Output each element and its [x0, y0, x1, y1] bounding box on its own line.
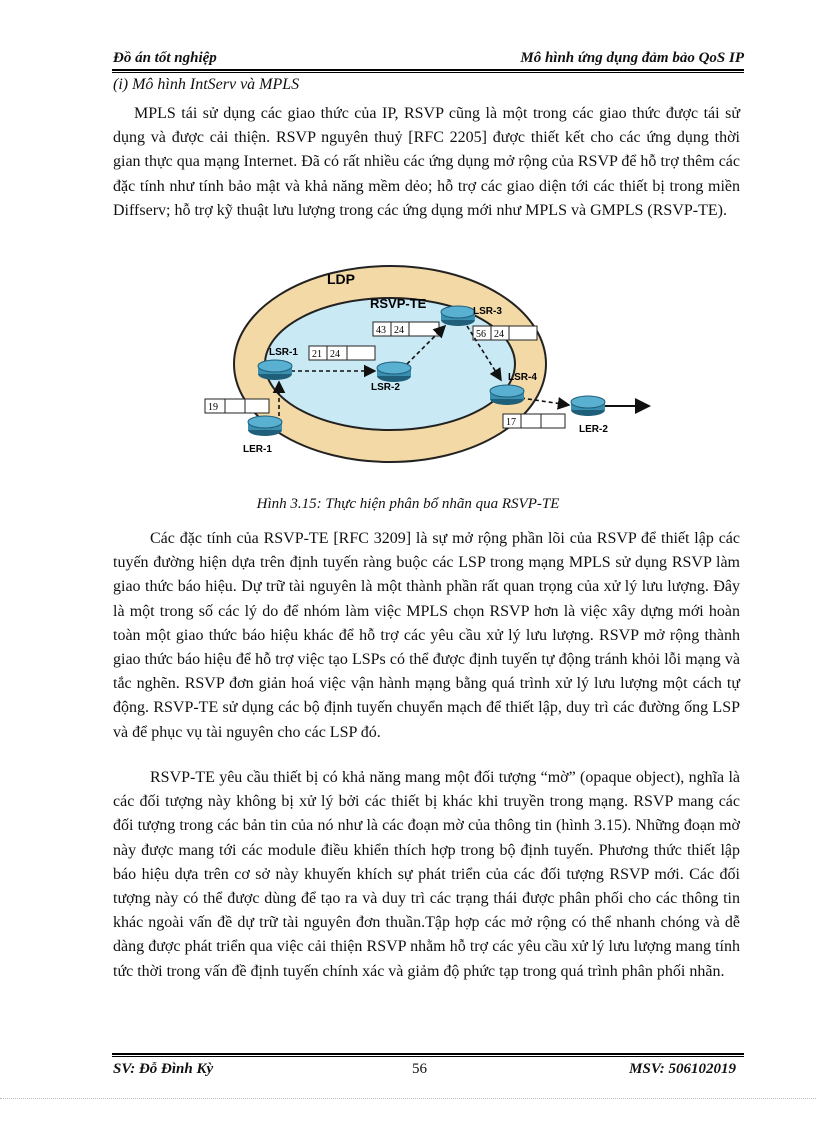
header-rule-thin	[112, 72, 744, 73]
figure-caption: Hình 3.15: Thực hiện phân bổ nhãn qua RSVP-TE	[256, 496, 560, 512]
ldp-label: LDP	[327, 271, 355, 287]
label-box-17	[503, 414, 565, 428]
router-lsr4-label: LSR-4	[508, 372, 537, 383]
svg-text:24: 24	[494, 329, 504, 340]
rsvp-te-label: RSVP-TE	[370, 296, 427, 311]
svg-text:24: 24	[394, 325, 404, 336]
page-number: 56	[412, 1061, 427, 1077]
footer-rule	[112, 1053, 744, 1055]
router-ler1-label: LER-1	[243, 444, 272, 455]
svg-text:24: 24	[330, 349, 340, 360]
label-box-21-24	[309, 346, 375, 360]
svg-text:21: 21	[312, 349, 322, 360]
header-right: Mô hình ứng dụng đảm bảo QoS IP	[520, 50, 744, 66]
page-bottom-border	[0, 1098, 816, 1100]
router-lsr3-label: LSR-3	[473, 306, 502, 317]
svg-text:43: 43	[376, 325, 386, 336]
paragraph-2: Các đặc tính của RSVP-TE [RFC 3209] là sự mở rộng phần lõi của RSVP để thiết lập các tuyến đường hiện dựa trên định tuyến ràng buộc các LSP trong mạng MPLS sử dụng RSVP làm giao thức báo hiệu. Dự trữ tài nguyên là một thành phần rất quan trọng của xử lý lưu lượng. Đây là một trong số các lý do để nhóm làm việc MPLS chọn RSVP hơn là việc xây dựng mới hoàn toàn một giao thức báo hiệu khác để hỗ trợ các yêu cầu xử lý lưu lượng. RSVP mở rộng thành giao thức báo hiệu để hỗ trợ việc tạo LSPs có thể được định tuyến tự động tránh khỏi lỗi mạng và tắc nghẽn. RSVP đơn giản hoá việc vận hành mạng bằng quá trình xử lý lưu lượng một cách tự động. RSVP-TE sử dụng các bộ định tuyến chuyển mạch để thiết lập, duy trì các đường ống LSP và để phục vụ tài nguyên cho các LSP đó.	[113, 530, 740, 741]
footer-student-id: MSV: 506102019	[629, 1061, 736, 1077]
paragraph-3: RSVP-TE yêu cầu thiết bị có khả năng mang một đối tượng “mờ” (opaque object), nghĩa là các đối tượng này không bị xử lý bởi các thiết bị khác khi truyền trong mạng. RSVP mang các đối tượng trong các bản tin của nó như là các đoạn mờ của thông tin (hình 3.15). Những đoạn mờ này được mang tới các module điều khiển thích hợp trong bộ định tuyến. Phương thức thiết lập báo hiệu dựa trên cơ sở này khuyến khích sự phát triển của các đối tượng RSVP mới. Các đối tượng này có thể được dùng để tạo ra và duy trì các trạng thái được phân phối cho các thông tin khác ngoài vấn đề dự trữ tài nguyên đơn thuần.Tập hợp các mở rộng có thể nhanh chóng và dễ dàng được phát triển qua việc cải thiện RSVP nhằm hỗ trợ các yêu cầu xử lý lưu lượng mang tính tức thời trong vấn đề định tuyến chính xác và giảm độ phức tạp trong quá trình phân phối nhãn.	[113, 769, 740, 980]
label-box-19	[205, 399, 269, 413]
svg-text:17: 17	[506, 417, 516, 428]
label-box-43-24	[373, 322, 439, 336]
rsvp-te-diagram	[195, 262, 608, 494]
label-box-56-24	[473, 326, 537, 340]
router-ler2-label: LER-2	[579, 424, 608, 435]
section-subtitle: (i) Mô hình IntServ và MPLS	[113, 76, 300, 93]
router-ler1	[243, 416, 282, 455]
footer-rule-thin	[112, 1056, 744, 1057]
router-ler2	[571, 396, 608, 435]
footer-student: SV: Đỗ Đình Kỳ	[113, 1061, 214, 1077]
router-lsr1-label: LSR-1	[269, 347, 298, 358]
svg-text:56: 56	[476, 329, 486, 340]
header-left: Đồ án tốt nghiệp	[113, 50, 217, 66]
header-rule	[112, 69, 744, 71]
paragraph-1: MPLS tái sử dụng các giao thức của IP, RSVP cũng là một trong các giao thức được tái sử dụng và được cải thiện. RSVP nguyên thuỷ [RFC 2205] được thiết kết cho các ứng dụng thời gian thực qua mạng Internet. Đã có rất nhiều các ứng dụng mở rộng của RSVP để hỗ trợ thêm các đặc tính như tính bảo mật và khả năng mềm dẻo; hỗ trợ các giao diện tới các thiết bị trong miền Diffserv; hỗ trợ kỹ thuật lưu lượng trong các ứng dụng mới như MPLS và GMPLS (RSVP-TE).	[113, 105, 740, 219]
svg-text:19: 19	[208, 402, 218, 413]
router-lsr2-label: LSR-2	[371, 382, 400, 393]
